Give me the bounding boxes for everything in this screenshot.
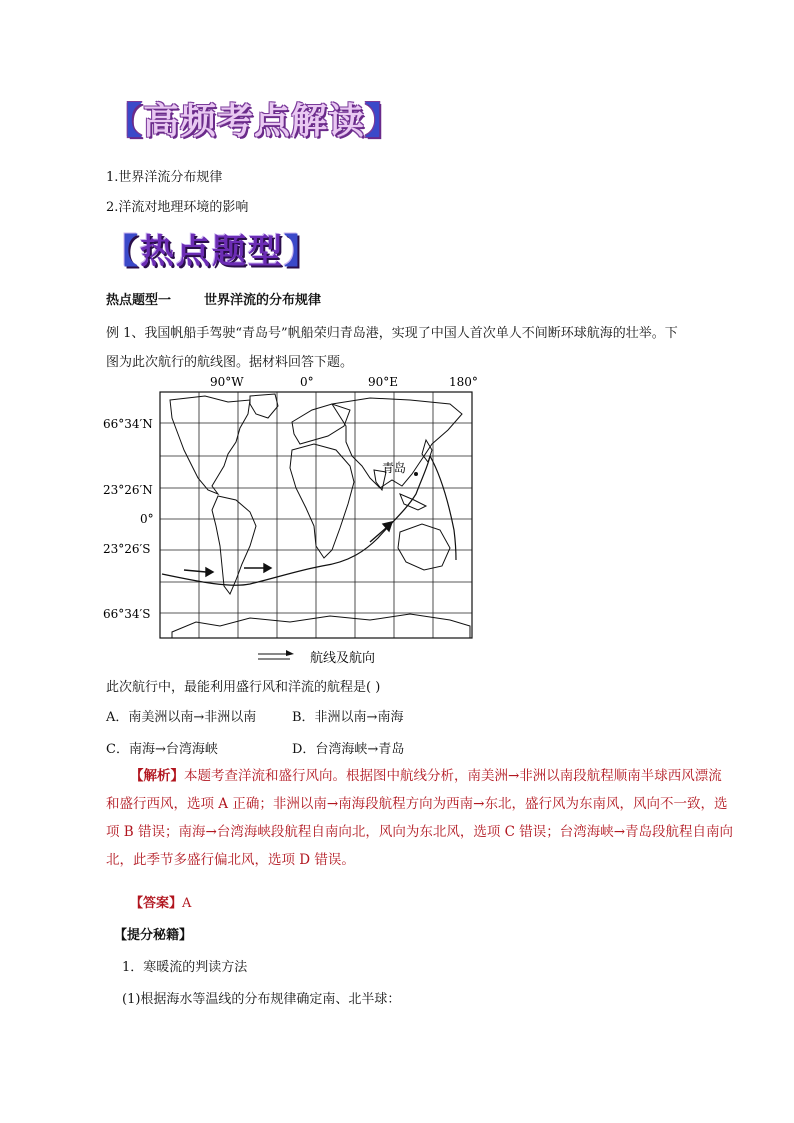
route-map — [100, 370, 480, 670]
banner-open-bracket: 【 — [106, 101, 144, 142]
banner-open-bracket: 【 — [104, 232, 140, 272]
city-marker — [414, 472, 418, 476]
analysis-line-1: 本题考查洋流和盛行风向。根据图中航线分析，南美洲→非洲以南段航程顺南半球西风漂流 — [184, 768, 722, 784]
latitude-label: 66°34′S — [103, 607, 151, 621]
analysis-line-3: 项 B 错误；南海→台湾海峡段航程自南向北，风向为东北风，选项 C 错误；台湾海峡→青岛段航程自南向 — [106, 824, 734, 840]
answer-value: A — [182, 896, 192, 911]
option-a: A．南美洲以南→非洲以南 — [106, 710, 257, 725]
legend-label: 航线及航向 — [310, 651, 376, 666]
legend-arrow-icon — [286, 650, 294, 656]
continent-outlines — [170, 394, 470, 638]
example-stem-line-1: 例 1、我国帆船手驾驶“青岛号”帆船荣归青岛港，实现了中国人首次单人不间断环球航海的壮举。下 — [106, 326, 678, 341]
analysis-block — [106, 762, 746, 874]
map-grid — [160, 392, 472, 638]
tips-item-1-sub: (1)根据海水等温线的分布规律确定南、北半球： — [122, 992, 401, 1007]
banner-high-frequency — [106, 100, 402, 144]
section-title-label: 热点题型一 — [106, 293, 172, 308]
example-stem-line-2: 图为此次航行的航线图。据材料回答下题。 — [106, 355, 354, 370]
section-title-topic: 世界洋流的分布规律 — [204, 293, 322, 308]
longitude-label: 90°W — [210, 375, 244, 389]
banner-text: 热点题型 — [140, 232, 284, 272]
longitude-label: 180° — [449, 375, 478, 389]
question-stem: 此次航行中，最能利用盛行风和洋流的航程是( ) — [106, 680, 381, 695]
voyage-route — [162, 456, 456, 585]
latitude-label: 23°26′N — [103, 483, 153, 497]
banner-close-bracket: 】 — [365, 101, 403, 142]
analysis-line-2: 和盛行西风，选项 A 正确；非洲以南→南海段航程方向为西南→东北，盛行风为东南风，风向不一致，选 — [106, 796, 728, 812]
longitude-label: 90°E — [368, 375, 399, 389]
latitude-label: 23°26′S — [103, 542, 151, 556]
tips-title: 【提分秘籍】 — [114, 928, 193, 943]
option-b: B．非洲以南→南海 — [292, 710, 404, 725]
longitude-label: 0° — [300, 375, 314, 389]
route-arrow-icon — [184, 522, 392, 576]
answer-line — [130, 892, 191, 911]
city-label: 青岛 — [382, 461, 407, 475]
option-c: C．南海→台湾海峡 — [106, 742, 218, 757]
key-point-1: 1.世界洋流分布规律 — [106, 170, 223, 185]
banner-close-bracket: 】 — [284, 232, 320, 272]
legend — [258, 650, 375, 666]
option-d: D．台湾海峡→青岛 — [292, 742, 405, 757]
banner-hot-types — [104, 232, 320, 272]
banner-text: 高频考点解读 — [143, 101, 366, 142]
tips-item-1: 1．寒暖流的判读方法 — [122, 960, 248, 975]
answer-label: 【答案】 — [130, 896, 183, 911]
analysis-label: 【解析】 — [130, 768, 184, 784]
latitude-label: 66°34′N — [103, 417, 153, 431]
analysis-line-4: 北，此季节多盛行偏北风，选项 D 错误。 — [106, 852, 355, 868]
key-point-2: 2.洋流对地理环境的影响 — [106, 200, 249, 215]
latitude-label: 0° — [140, 512, 154, 526]
